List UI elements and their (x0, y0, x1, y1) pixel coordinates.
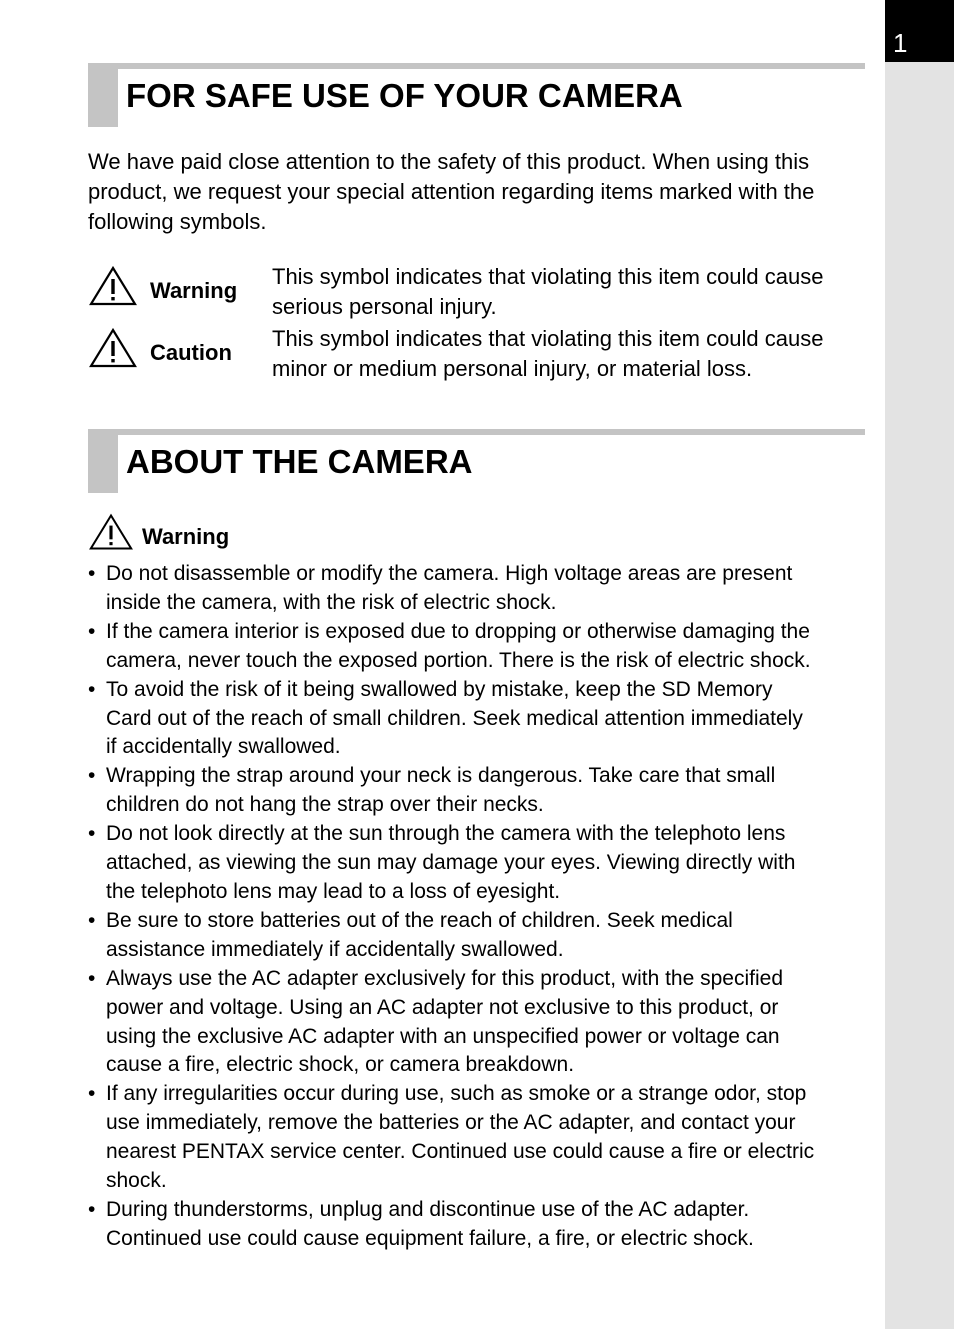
section-header-safe-use (88, 63, 865, 127)
warning-heading: Warning (142, 524, 230, 549)
bullet-line: Do not disassemble or modify the camera. High voltage areas are present (106, 562, 793, 585)
description-line: This symbol indicates that violating this item could cause (272, 264, 824, 289)
bullet-line: attached, as viewing the sun may damage your eyes. Viewing directly with (106, 851, 796, 875)
bullet-marker: • (88, 966, 96, 990)
warning-triangle-icon (89, 513, 133, 551)
section-title: FOR SAFE USE OF YOUR CAMERA (126, 77, 683, 114)
intro-line: We have paid close attention to the safety of this product. When using this (88, 149, 810, 174)
bullet-item (88, 560, 878, 618)
bullet-line: if accidentally swallowed. (106, 735, 341, 759)
bullet-line: Always use the AC adapter exclusively for this product, with the specified (106, 966, 784, 990)
intro-line: product, we request your special attention regarding items marked with the (88, 179, 815, 204)
symbol-description-caution (272, 324, 823, 384)
bullet-line: assistance immediately if accidentally swallowed. (106, 937, 564, 961)
caution-triangle-icon (89, 328, 137, 368)
bullet-item (88, 965, 878, 1081)
header-left-block (88, 429, 118, 493)
bullet-item (88, 1080, 878, 1196)
description-line: minor or medium personal injury, or material loss. (272, 356, 753, 381)
bullet-marker: • (88, 908, 96, 932)
bullet-line: cause a fire, electric shock, or camera breakdown. (106, 1053, 575, 1077)
bullet-line: If the camera interior is exposed due to dropping or otherwise damaging the (106, 619, 810, 643)
bullet-line: camera, never touch the exposed portion. There is the risk of electric shock. (106, 648, 811, 672)
header-top-rule (88, 63, 865, 69)
symbol-label-caution: Caution (150, 340, 232, 365)
section-title: ABOUT THE CAMERA (126, 443, 473, 480)
bullet-marker: • (88, 562, 96, 585)
bullet-line: Wrapping the strap around your neck is dangerous. Take care that small (106, 764, 776, 788)
description-line: serious personal injury. (272, 294, 497, 319)
bullet-marker: • (88, 764, 96, 788)
bullet-line: To avoid the risk of it being swallowed by mistake, keep the SD Memory (106, 677, 773, 701)
bullet-item (88, 618, 878, 676)
bullet-line: Be sure to store batteries out of the reach of children. Seek medical (106, 908, 733, 932)
bullet-item (88, 1196, 878, 1254)
bullet-item (88, 676, 878, 763)
page-side-strip (885, 0, 954, 1329)
description-line: This symbol indicates that violating this item could cause (272, 326, 824, 351)
bullet-marker: • (88, 1197, 96, 1221)
symbol-label-warning: Warning (150, 278, 238, 303)
bullet-marker: • (88, 1082, 96, 1106)
bullet-line: shock. (106, 1169, 167, 1193)
header-top-rule (88, 429, 865, 435)
bullet-line: children do not hang the strap over their necks. (106, 793, 544, 817)
intro-line: following symbols. (88, 209, 267, 234)
symbol-description-warning (272, 262, 823, 322)
bullet-item (88, 762, 878, 820)
bullet-line: If any irregularities occur during use, such as smoke or a strange odor, stop (106, 1082, 807, 1106)
bullet-line: Continued use could cause equipment failure, a fire, or electric shock. (106, 1226, 754, 1250)
bullet-line: Card out of the reach of small children. Seek medical attention immediately (106, 706, 803, 730)
bullet-marker: • (88, 822, 96, 846)
bullet-line: the telephoto lens may lead to a loss of eyesight. (106, 879, 561, 903)
page-number: 1 (893, 28, 908, 58)
bullet-line: power and voltage. Using an AC adapter not exclusive to this product, or (106, 995, 779, 1019)
warning-bullet-list (88, 560, 878, 1254)
header-left-block (88, 63, 118, 127)
bullet-item (88, 820, 878, 907)
bullet-line: use immediately, remove the batteries or the AC adapter, and contact your (106, 1111, 796, 1135)
bullet-line: using the exclusive AC adapter with an unspecified power or voltage can (106, 1024, 780, 1048)
bullet-marker: • (88, 619, 96, 643)
intro-paragraph (88, 147, 868, 237)
bullet-line: Do not look directly at the sun through the camera with the telephoto lens (106, 822, 786, 846)
bullet-line: inside the camera, with the risk of electric shock. (106, 590, 557, 614)
bullet-item (88, 907, 878, 965)
bullet-marker: • (88, 677, 96, 701)
bullet-line: nearest PENTAX service center. Continued use could cause a fire or electric (106, 1140, 815, 1164)
section-header-about-camera (88, 429, 865, 493)
bullet-line: During thunderstorms, unplug and discontinue use of the AC adapter. (106, 1197, 750, 1221)
warning-triangle-icon (89, 266, 137, 306)
